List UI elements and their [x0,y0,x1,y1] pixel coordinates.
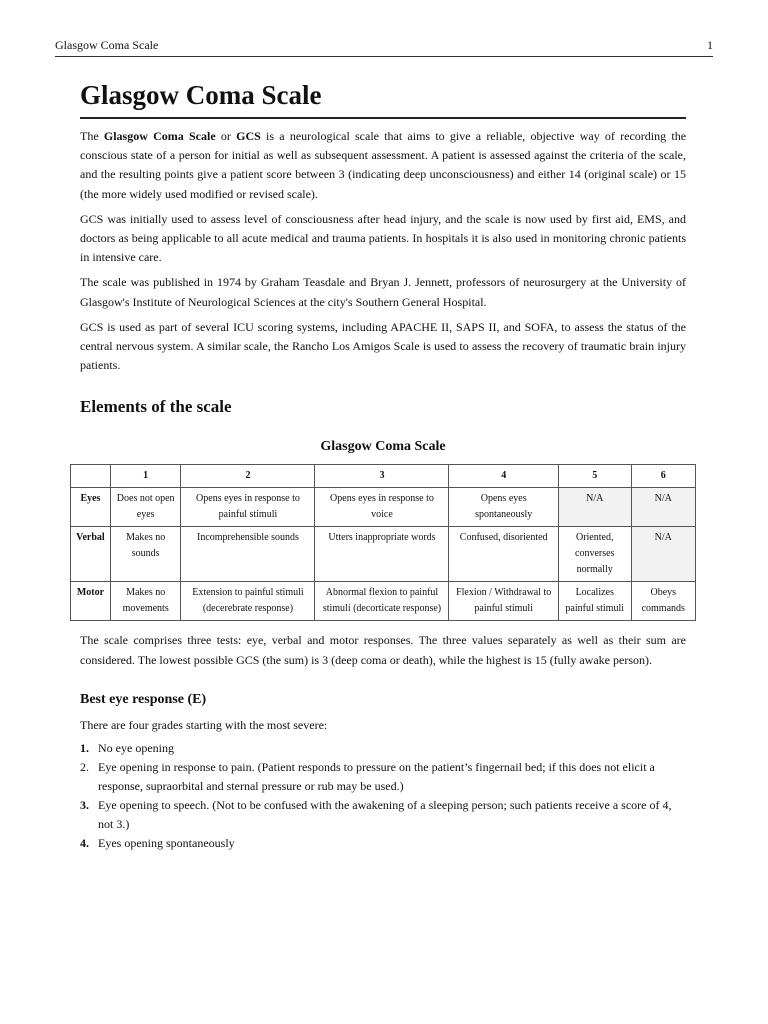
list-item-number: 3. [80,798,89,813]
list-item-number: 1. [80,741,89,756]
table-cell: Confused, disoriented [449,527,558,582]
gcs-table [70,464,696,621]
article-body [76,80,687,853]
table-cell: Incomprehensible sounds [181,527,315,582]
table-row-label: Verbal [71,527,111,582]
table-header-cell: 1 [110,465,181,488]
table-header-cell [71,465,111,488]
intro-bold-term: Glasgow Coma Scale [103,129,216,143]
table-cell: N/A [631,527,695,582]
list-item-text: Eye opening in response to pain. (Patient responds to pressure on the patient’s fingernail bed; if this does not elicit a response, supraorbital and sternal pressure or rub may be used.) [98,760,655,794]
running-head-title: Glasgow Coma Scale [55,38,159,52]
table-cell: Extension to painful stimuli (decerebrate response) [181,582,315,621]
table-cell: N/A [631,488,695,527]
intro-paragraph-3: The scale was published in 1974 by Graham Teasdale and Bryan J. Jennett, professors of neurosurgery at the University of Glasgow's Institute of Neurological Sciences at the city's Southern General Hospital. [80,275,686,309]
table-header-cell: 5 [558,465,631,488]
table-row [71,527,696,582]
table-cell: Abnormal flexion to painful stimuli (decorticate response) [315,582,449,621]
table-row-label: Eyes [71,488,111,527]
table-header-cell: 3 [315,465,449,488]
intro-paragraph-4: GCS is used as part of several ICU scoring systems, including APACHE II, SAPS II, and SOFA, to assess the status of the central nervous system. A similar scale, the Rancho Los Amigos Scale is used to assess the recovery of traumatic brain injury patients. [80,319,686,373]
page-number: 1 [707,38,713,52]
table-header-cell: 6 [631,465,695,488]
table-cell: Makes no movements [110,582,181,621]
intro-paragraph-1 [80,127,686,204]
intro-text: is a neurological scale that aims to give a reliable, objective way of recording the conscious state of a person for initial as well as subsequent assessment. A patient is assessed against the criteria of the scale, and the resulting points give a patient score between 3 (indicating deep unconsciousness) and either 14 (original scale) or 15 (the more widely used modified or revised scale). [80,129,687,201]
table-cell: Opens eyes in response to voice [315,488,449,527]
intro-paragraph-2: GCS was initially used to assess level of consciousness after head injury, and the scale is now used by first aid, EMS, and doctors as being applicable to all acute medical and trauma patients. In hospitals it is also used in monitoring chronic patients in intensive care. [80,211,686,265]
table-cell: Flexion / Withdrawal to painful stimuli [449,582,558,621]
list-item-number: 2. [80,760,89,775]
table-cell: Utters inappropriate words [315,527,449,582]
list-item-text: No eye opening [98,741,174,756]
section-heading-elements: Elements of the scale [80,397,232,417]
table-cell: Makes no sounds [110,527,181,582]
running-head [55,38,713,57]
intro-text: or [215,129,237,143]
eye-response-intro: There are four grades starting with the most severe: [80,717,328,732]
table-cell: Localizes painful stimuli [558,582,631,621]
table-explanation-paragraph: The scale comprises three tests: eye, verbal and motor responses. The three values separately as well as their sum are considered. The lowest possible GCS (the sum) is 3 (deep coma or death), while the highest is 15 (fully awake person). [80,633,686,667]
list-item-number: 4. [80,836,89,851]
section-heading-eye-response: Best eye response (E) [80,691,207,707]
table-row [71,582,696,621]
eye-response-list [80,739,686,853]
table-caption: Glasgow Coma Scale [320,439,446,455]
table-cell: Opens eyes in response to painful stimuli [181,488,315,527]
list-item [80,739,686,758]
table-row [71,488,696,527]
intro-text: The [80,129,104,143]
table-cell: Obeys commands [631,582,695,621]
table-cell: Opens eyes spontaneously [449,488,558,527]
intro-bold-acronym: GCS [236,129,261,143]
table-header-cell: 2 [181,465,315,488]
table-cell: N/A [558,488,631,527]
table-row-label: Motor [71,582,111,621]
list-item [80,834,686,853]
page-title: Glasgow Coma Scale [80,80,686,119]
table-header-cell: 4 [449,465,558,488]
list-item [80,758,686,796]
table-header-row [71,465,696,488]
list-item [80,796,686,834]
list-item-text: Eyes opening spontaneously [98,836,235,851]
list-item-text: Eye opening to speech. (Not to be confused with the awakening of a sleeping person; such patients receive a score of 4, not 3.) [98,798,672,832]
table-cell: Does not open eyes [110,488,181,527]
table-cell: Oriented, converses normally [558,527,631,582]
